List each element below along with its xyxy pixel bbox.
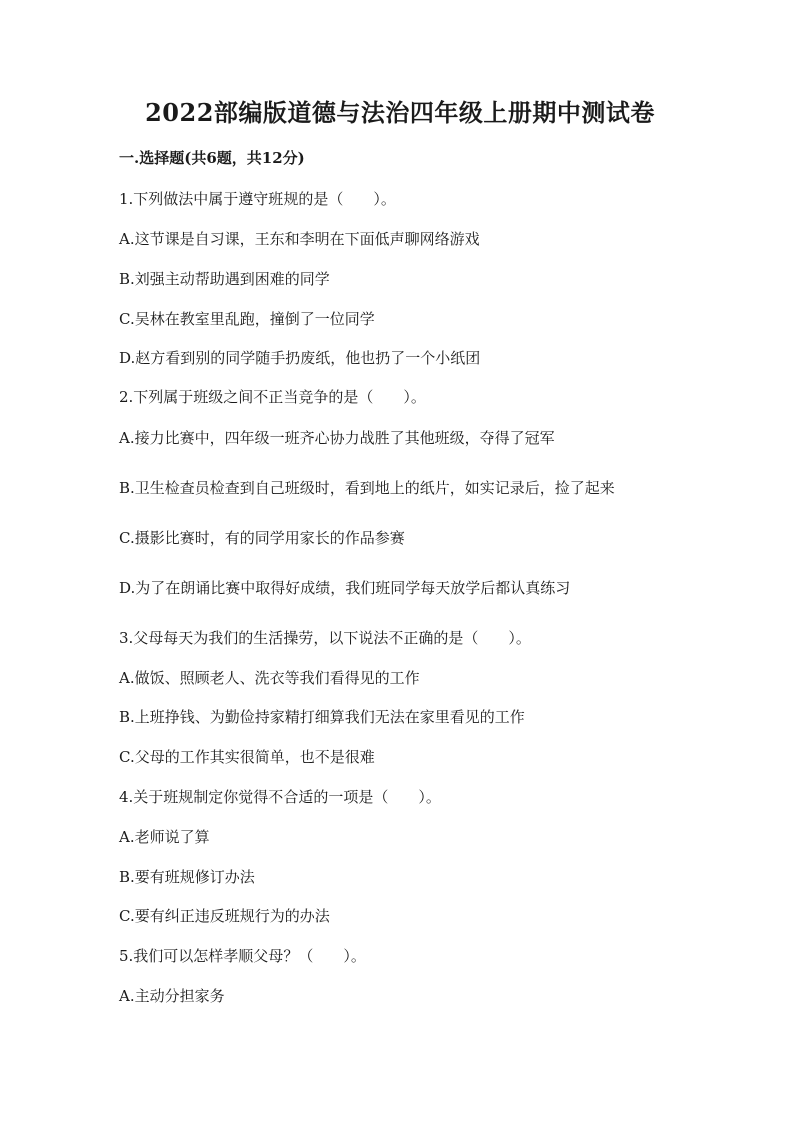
question-3: 3.父母每天为我们的生活操劳，以下说法不正确的是（ ）。 xyxy=(119,629,531,647)
question-5: 5.我们可以怎样孝顺父母？（ ）。 xyxy=(119,947,366,965)
option-2b: B.卫生检查员检查到自己班级时，看到地上的纸片，如实记录后，捡了起来 xyxy=(119,479,615,497)
option-3b: B.上班挣钱、为勤俭持家精打细算我们无法在家里看见的工作 xyxy=(119,708,525,726)
option-2a: A.接力比赛中，四年级一班齐心协力战胜了其他班级，夺得了冠军 xyxy=(119,429,555,447)
option-4c: C.要有纠正违反班规行为的办法 xyxy=(119,907,330,925)
option-3a: A.做饭、照顾老人、洗衣等我们看得见的工作 xyxy=(119,669,420,687)
option-2c: C.摄影比赛时，有的同学用家长的作品参赛 xyxy=(119,529,405,547)
question-4: 4.关于班规制定你觉得不合适的一项是（ ）。 xyxy=(119,788,441,806)
option-1c: C.吴林在教室里乱跑，撞倒了一位同学 xyxy=(119,310,375,328)
question-2: 2.下列属于班级之间不正当竞争的是（ ）。 xyxy=(119,388,426,406)
page-title: 2022部编版道德与法治四年级上册期中测试卷 xyxy=(145,98,655,127)
option-4a: A.老师说了算 xyxy=(119,828,210,846)
option-1a: A.这节课是自习课，王东和李明在下面低声聊网络游戏 xyxy=(119,230,480,248)
option-4b: B.要有班规修订办法 xyxy=(119,868,255,886)
option-5a: A.主动分担家务 xyxy=(119,987,225,1005)
section-heading: 一.选择题(共6题，共12分) xyxy=(119,149,305,167)
option-1d: D.赵方看到别的同学随手扔废纸，他也扔了一个小纸团 xyxy=(119,349,481,367)
question-1: 1.下列做法中属于遵守班规的是（ ）。 xyxy=(119,190,396,208)
option-2d: D.为了在朗诵比赛中取得好成绩，我们班同学每天放学后都认真练习 xyxy=(119,579,571,597)
option-1b: B.刘强主动帮助遇到困难的同学 xyxy=(119,270,330,288)
option-3c: C.父母的工作其实很简单，也不是很难 xyxy=(119,748,375,766)
